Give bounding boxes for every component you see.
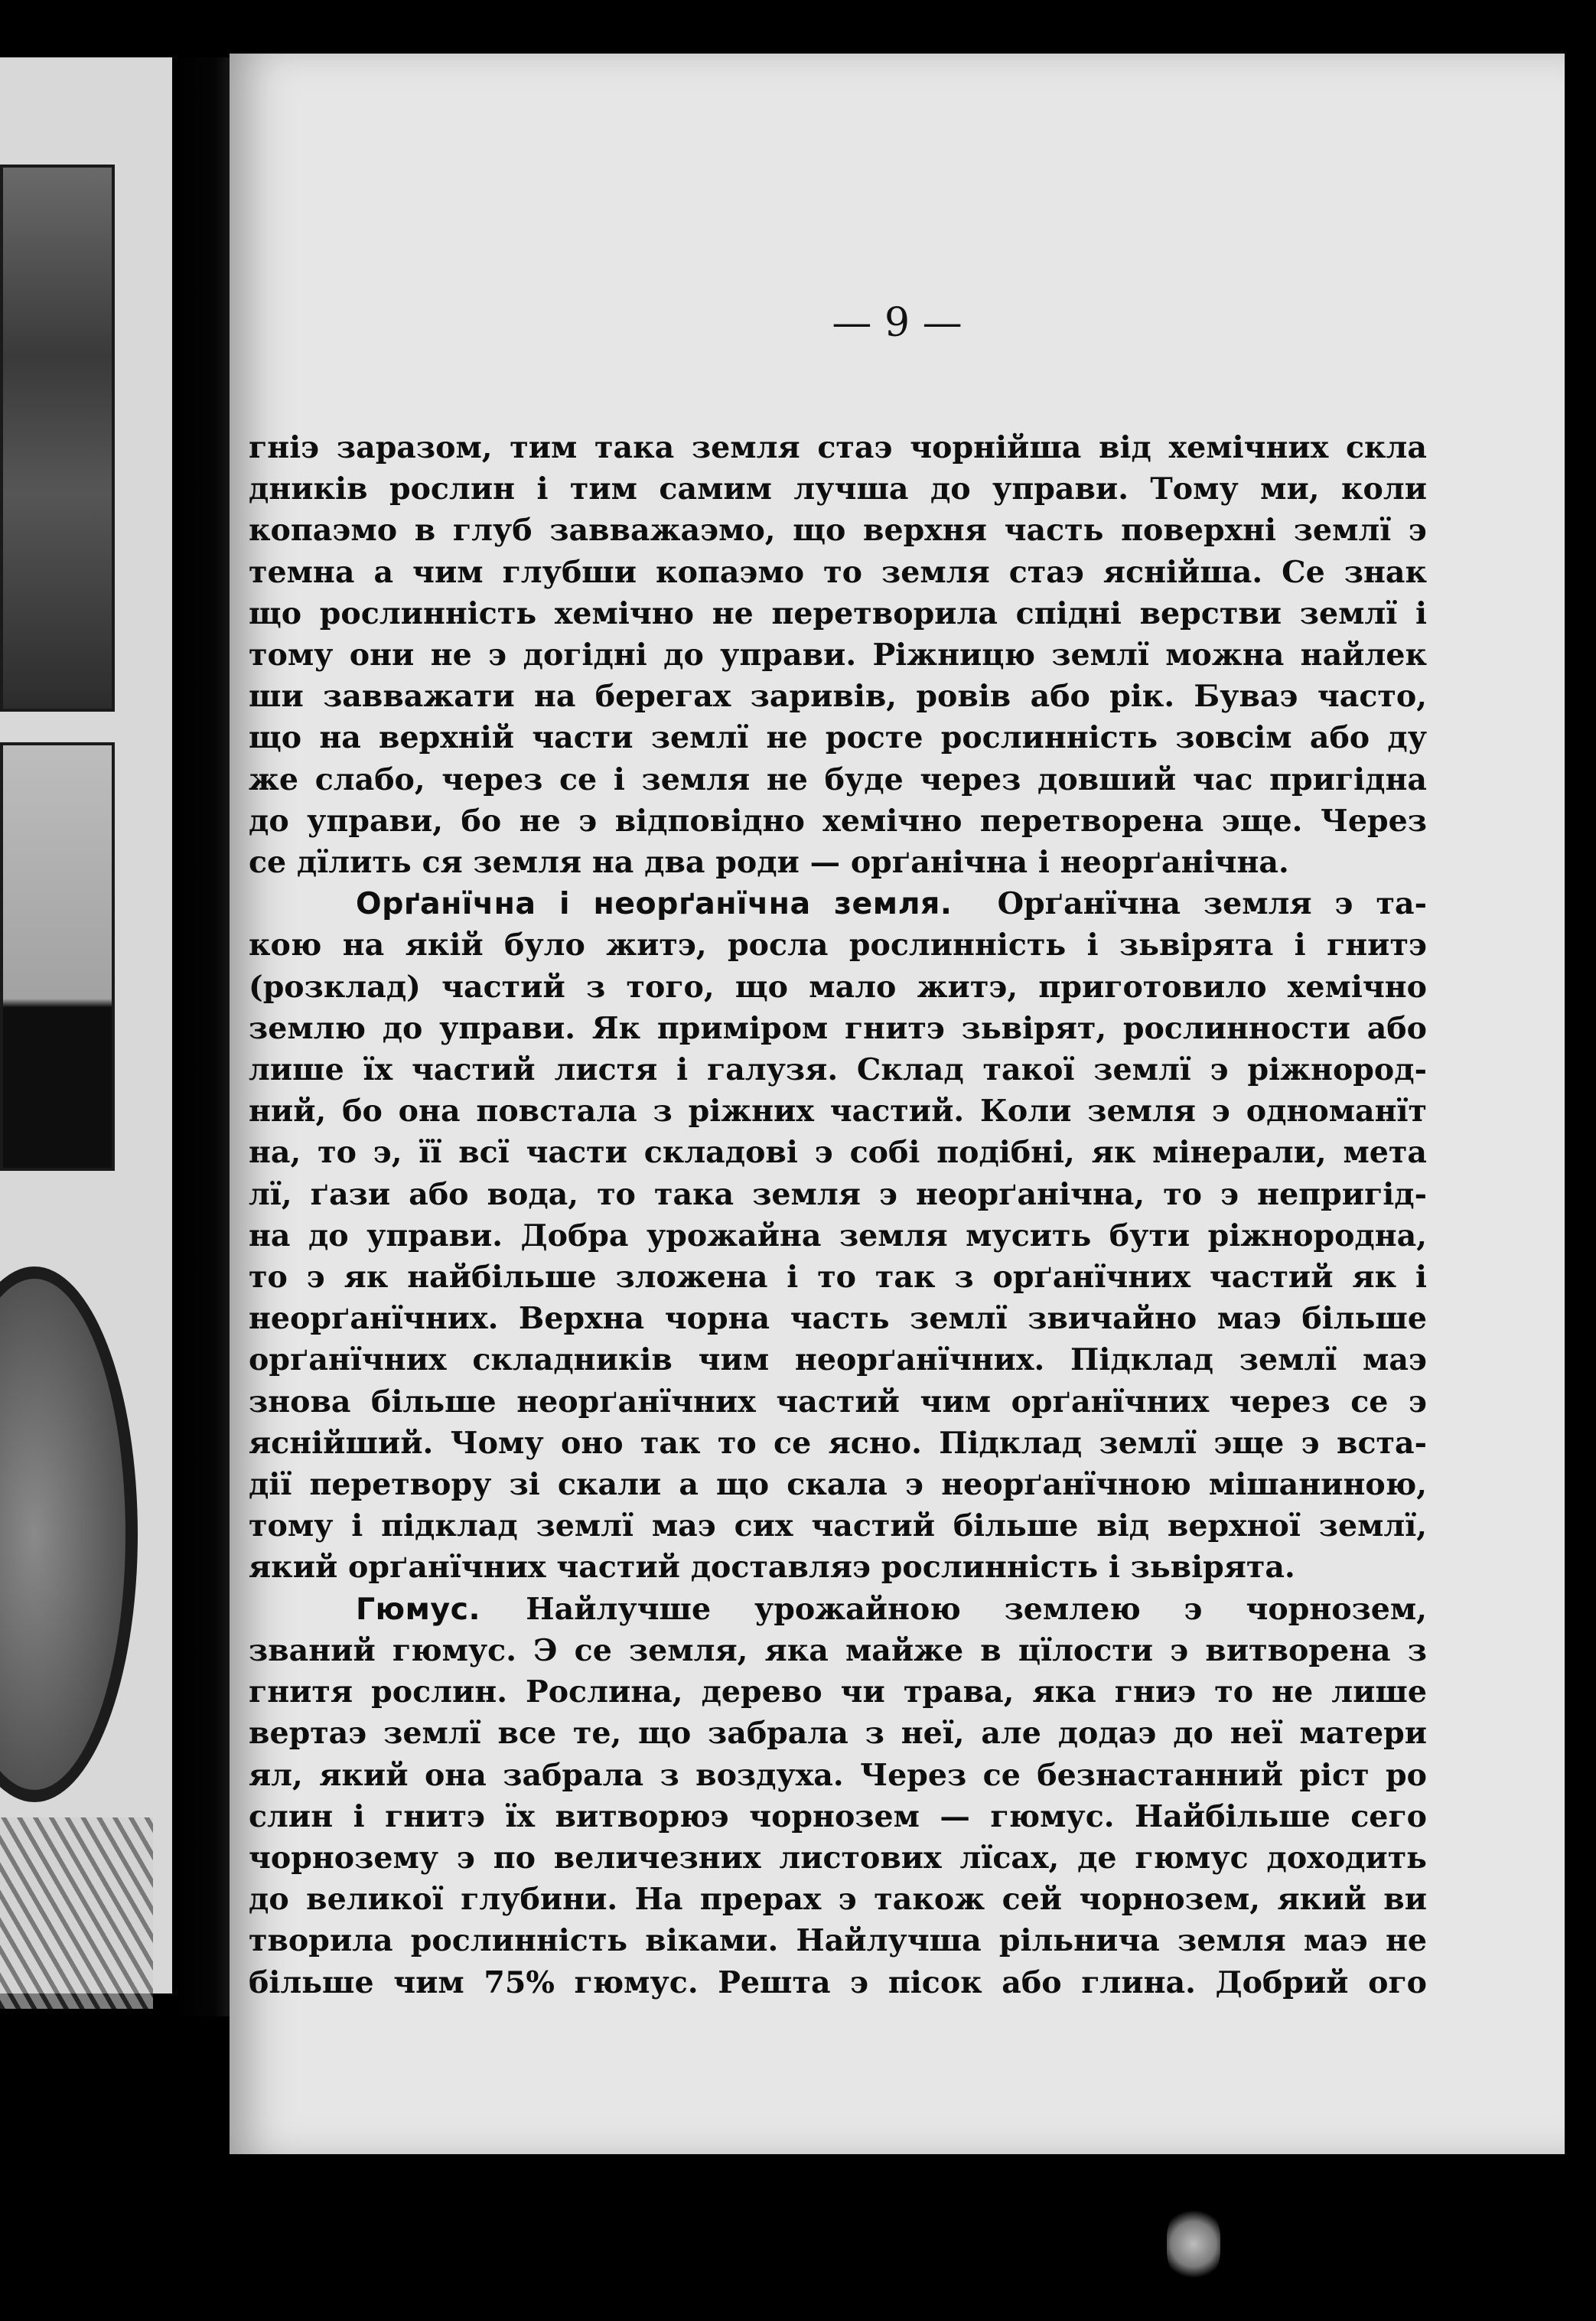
line-text: Орґанїчна земля э та- — [997, 886, 1427, 922]
text-line: знова більше неорґанїчних частий чим орґанїчних через се э — [249, 1384, 1427, 1420]
text-line: (розклад) частий з того, що мало житэ, приготовило хемічно — [249, 969, 1427, 1005]
text-line — [249, 883, 1427, 924]
text-line: творила рослинність віками. Найлучша рільнича земля маэ не — [249, 1923, 1427, 1959]
text-line: який орґанїчних частий доставляэ рослинність і зьвірята. — [249, 1550, 1295, 1586]
text-line: ши завважати на берегах заривів, ровів або рік. Буваэ часто, — [249, 679, 1427, 715]
text-line: тому они не э догідні до управи. Ріжницю землї можна найлек — [249, 637, 1427, 673]
text-line: орґанїчних складників чим неорґанїчних. Підклад землї маэ — [249, 1342, 1427, 1378]
text-line: більше чим 75% гюмус. Решта э пісок або глина. Добрий ого — [249, 1964, 1427, 2000]
ink-blot — [1167, 2208, 1220, 2280]
text-line — [249, 1589, 1427, 1630]
text-line: дників рослин і тим самим лучша до управи. Тому ми, коли — [249, 471, 1427, 507]
text-line: на, то э, її всї части складові э собі подібні, як мінерали, мета — [249, 1135, 1427, 1171]
text-line: до управи, бо не э відповідно хемічно перетворена эще. Через — [249, 803, 1427, 839]
text-line: землю до управи. Як приміром гнитэ зьвірят, рослинности або — [249, 1010, 1427, 1046]
text-line: неорґанїчних. Верхна чорна часть землї звичайно маэ більше — [249, 1301, 1427, 1337]
left-page-fragment — [0, 57, 180, 1993]
text-line: ний, бо она повстала з ріжних частий. Коли земля э одноманїт — [249, 1094, 1427, 1130]
text-line: же слабо, через се і земля не буде через довший час пригідна — [249, 761, 1427, 797]
text-line: що рослинність хемічно не перетворила спідні верстви землї і — [249, 595, 1427, 631]
text-line: гніэ заразом, тим така земля стаэ чорнійша від хемічних скла — [249, 430, 1427, 465]
text-line: до великої глубини. На прерах э також сей чорнозем, який ви — [249, 1882, 1427, 1918]
text-line: копаэмо в глуб завважаэмо, що верхня часть поверхні землї э — [249, 513, 1427, 549]
text-line: чорнозему э по величезних листових лїсах, де гюмус доходить — [249, 1840, 1427, 1876]
text-line: званий гюмус. Э се земля, яка майже в цїлости э витворена з — [249, 1632, 1427, 1668]
text-line: що на верхній части землї не росте рослинність зовсім або ду — [249, 720, 1427, 756]
illustration-landscape — [0, 742, 115, 1171]
text-line: кою на якій було житэ, росла рослинність і зьвірята і гнитэ — [249, 927, 1427, 963]
text-line: гнитя рослин. Рослина, дерево чи трава, яка гниэ то не лише — [249, 1674, 1427, 1710]
text-line: на до управи. Добра урожайна земля мусить бути ріжнородна, — [249, 1218, 1427, 1253]
illustration-foliage — [0, 1817, 153, 2009]
section-heading: Гюмус. — [356, 1591, 481, 1627]
section-heading: Орґанїчна і неорґанїчна земля. — [356, 886, 953, 922]
book-page — [230, 54, 1565, 2154]
binding-gutter — [172, 57, 233, 2016]
text-line: лї, ґази або вода, то така земля э неорґанічна, то э непригід- — [249, 1176, 1427, 1212]
text-line: темна а чим глубши копаэмо то земля стаэ яснійша. Се знак — [249, 554, 1427, 590]
body-text — [249, 427, 1427, 2003]
text-line: тому і підклад землї маэ сих частий більше від верхної землї, — [249, 1508, 1427, 1544]
page-number: — 9 — — [832, 300, 962, 346]
text-line: слин і гнитэ їх витворюэ чорнозем — гюмус. Найбільше сего — [249, 1798, 1427, 1834]
illustration-trees — [0, 165, 115, 712]
text-line: лише їх частий листя і галузя. Склад такої землї э ріжнород- — [249, 1052, 1427, 1088]
text-line: яснійший. Чому оно так то се ясно. Підклад землї эще э вста- — [249, 1425, 1427, 1461]
text-line: дії перетвору зі скали а що скала э неорґанїчною мішаниною, — [249, 1467, 1427, 1503]
line-text: Найлучше урожайною землею э чорнозем, — [526, 1591, 1427, 1627]
illustration-oval-frame — [0, 1266, 138, 1802]
text-line: ял, який она забрала з воздуха. Через се безнастанний ріст ро — [249, 1757, 1427, 1793]
text-line: вертаэ землї все те, що забрала з неї, але додаэ до неї матери — [249, 1716, 1427, 1752]
text-line: то э як найбільше зложена і то так з орґанїчних частий як і — [249, 1260, 1427, 1296]
text-line: се дїлить ся земля на два роди — орґанічна і неорґанічна. — [249, 845, 1289, 881]
